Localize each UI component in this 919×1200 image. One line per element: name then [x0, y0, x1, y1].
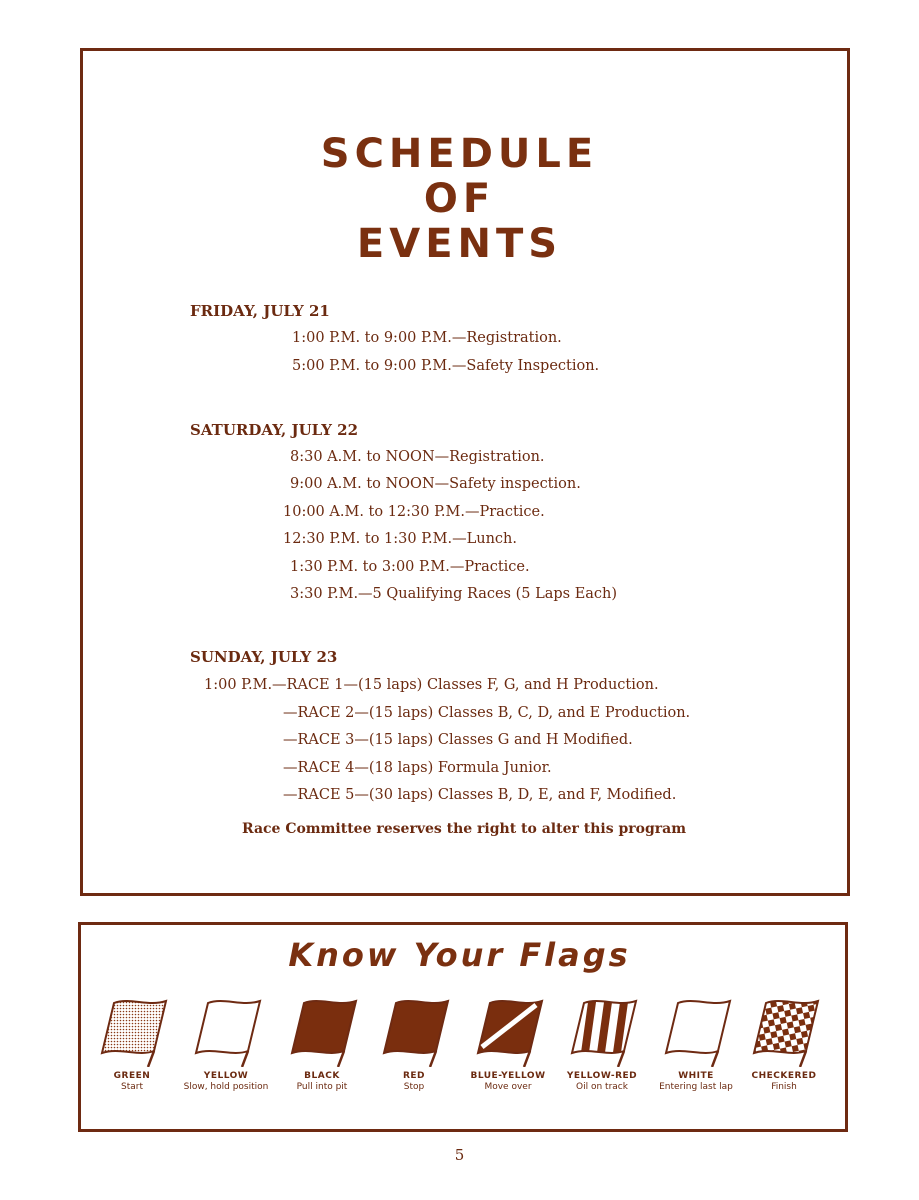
- schedule-item: 3:30 P.M.—5 Qualifying Races (5 Laps Each): [290, 586, 618, 602]
- schedule-item: —RACE 5—(30 laps) Classes B, D, E, and F, Modified.: [283, 787, 677, 803]
- flag-meaning: Pull into pit: [296, 1082, 348, 1092]
- green-flag-icon: [92, 995, 172, 1067]
- flags-title: Know Your Flags: [288, 936, 631, 974]
- flag-name: GREEN: [113, 1071, 151, 1081]
- red-flag-icon: [374, 995, 454, 1067]
- flag-name: WHITE: [678, 1071, 714, 1081]
- flag-meaning: Move over: [484, 1082, 532, 1092]
- schedule-item: —RACE 3—(15 laps) Classes G and H Modified.: [283, 732, 633, 748]
- flag-meaning: Stop: [403, 1082, 425, 1092]
- schedule-item: 1:30 P.M. to 3:00 P.M.—Practice.: [290, 559, 530, 575]
- program-note: Race Committee reserves the right to alter this program: [241, 821, 687, 837]
- schedule-item: —RACE 4—(18 laps) Formula Junior.: [283, 760, 552, 776]
- schedule-item: —RACE 2—(15 laps) Classes B, C, D, and E Production.: [283, 705, 691, 721]
- flag-yellow: [176, 995, 276, 1092]
- flag-meaning: Slow, hold position: [183, 1082, 269, 1092]
- flag-meaning: Entering last lap: [659, 1082, 733, 1092]
- saturday-heading: SATURDAY, JULY 22: [190, 421, 359, 439]
- schedule-item: 5:00 P.M. to 9:00 P.M.—Safety Inspection.: [292, 358, 600, 374]
- flag-name: BLUE-YELLOW: [470, 1071, 546, 1081]
- friday-heading: FRIDAY, JULY 21: [190, 302, 330, 320]
- flag-checkered: [734, 995, 834, 1092]
- flag-yellow-red: [552, 995, 652, 1092]
- page-number: 5: [454, 1146, 465, 1164]
- flag-red: [364, 995, 464, 1092]
- schedule-item: 8:30 A.M. to NOON—Registration.: [290, 449, 545, 465]
- flag-name: YELLOW: [203, 1071, 249, 1081]
- schedule-title: [0, 132, 919, 267]
- flag-name: YELLOW-RED: [566, 1071, 638, 1081]
- flag-name: RED: [402, 1071, 426, 1081]
- black-flag-icon: [282, 995, 362, 1067]
- schedule-item: 10:00 A.M. to 12:30 P.M.—Practice.: [283, 504, 545, 520]
- flag-meaning: Oil on track: [576, 1082, 628, 1092]
- flag-meaning: Start: [121, 1082, 143, 1092]
- flag-white: [646, 995, 746, 1092]
- flag-black: [272, 995, 372, 1092]
- flag-name: CHECKERED: [751, 1071, 817, 1081]
- flag-name: BLACK: [304, 1071, 340, 1081]
- schedule-item: 1:00 P.M.—RACE 1—(15 laps) Classes F, G, and H Production.: [204, 677, 659, 693]
- schedule-item: 12:30 P.M. to 1:30 P.M.—Lunch.: [283, 531, 517, 547]
- checkered-flag-icon: [744, 995, 824, 1067]
- yellow-flag-icon: [186, 995, 266, 1067]
- title-line: OF: [423, 176, 496, 222]
- schedule-item: 9:00 A.M. to NOON—Safety inspection.: [290, 476, 581, 492]
- yellow-red-flag-icon: [562, 995, 642, 1067]
- flag-green: [82, 995, 182, 1092]
- blue-yellow-flag-icon: [468, 995, 548, 1067]
- sunday-heading: SUNDAY, JULY 23: [190, 648, 338, 666]
- schedule-item: 1:00 P.M. to 9:00 P.M.—Registration.: [292, 330, 562, 346]
- white-flag-icon: [656, 995, 736, 1067]
- title-line: EVENTS: [356, 221, 563, 267]
- flag-meaning: Finish: [771, 1082, 797, 1092]
- flag-blue-yellow: [458, 995, 558, 1092]
- title-line: SCHEDULE: [320, 131, 599, 177]
